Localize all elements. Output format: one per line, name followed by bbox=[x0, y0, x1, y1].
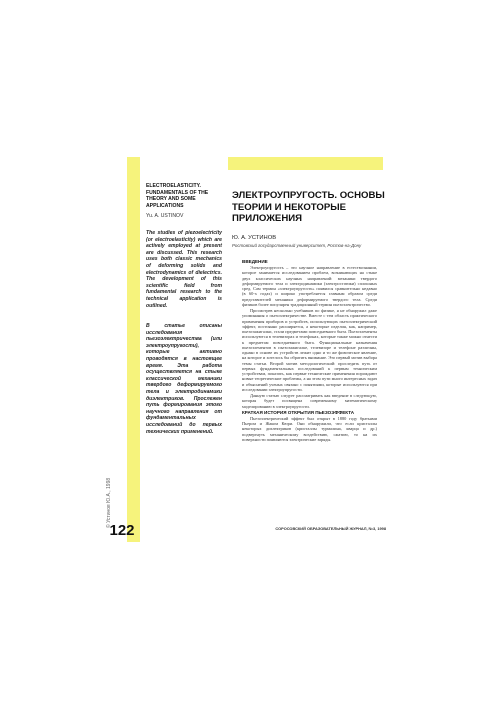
english-author: Yu. A. USTINOV bbox=[146, 213, 184, 220]
journal-footer: СОРОСОВСКИЙ ОБРАЗОВАТЕЛЬНЫЙ ЖУРНАЛ, №3, 1998 bbox=[275, 526, 386, 531]
article-title: ЭЛЕКТРОУПРУГОСТЬ. ОСНОВЫ ТЕОРИИ И НЕКОТОРЫЕ ПРИЛОЖЕНИЯ bbox=[232, 190, 385, 224]
section-heading-history: КРАТКАЯ ИСТОРИЯ ОТКРЫТИЯ ПЬЕЗОЭФФЕКТА bbox=[242, 409, 355, 415]
yellow-horizontal-bar bbox=[228, 157, 383, 170]
paragraph: Просмотрев несколько учебников по физике, я не обнаружил даже упоминания о пьезоэлектричестве. Вместе с тем область практического применения приборов и устройств, использующих пьезоэлектрический эффект, постоянно расширяется, а некоторые изделия, как, например, пьезозажигалки, стали предметами повседневного быта. Пьезоэлементы используются в телевизорах и телефонах, которые также можно отнести к предметам повседневного быта. Функциональные назначения пьезоэлементов в пьезозажигалке, телевизоре и телефоне различны, однако в основе их устройств лежит одно и то же физическое явление, на которое и хотелось бы обратить внимание. Это первый мотив выбора темы статьи. Второй мотив методологический: проследить путь от первых фундаментальных исследований к первым техническим устройствам, показать, как первые технические применения порождают новые теоретические проблемы, а на этом пути много интересных задач и объяснений ученых связано с понятиями, которые используются при исследовании электроупругости. bbox=[242, 308, 377, 392]
page-number: 122 bbox=[109, 521, 135, 539]
russian-abstract: В статье описаны исследования пьезоэлектричества (или электроупругости), которые активно проводятся в настоящее время. Эта работа осуществляется на стыке классической механики твердого деформируемого тела и электродинамики диэлектриков. Прослежен путь формирования этого научного направления от фундаментальных исследований до первых технических применений. bbox=[146, 323, 222, 435]
yellow-vertical-bar bbox=[127, 157, 140, 542]
left-column bbox=[146, 183, 222, 435]
article-body bbox=[242, 259, 377, 443]
paragraph: Данную статью следует рассматривать как введение в следующую, которая будет посвящена современному математическому моделированию в электроупругости. bbox=[242, 393, 377, 409]
paragraph: Электроупругость – это научное направление в естествознании, которое занимается исследованием проблем, возникающих на стыке двух классических научных направлений: механики твердого деформируемого тела и электродинамики (электростатики) сплошных сред. Сам термин «электроупругость» появился сравнительно недавно (в 60-х годах) и широко употребляется главным образом среди представителей механики деформируемого твердого тела. Среди физиков более популярен традиционный термин пьезоэлектричество. bbox=[242, 265, 377, 307]
english-abstract: The studies of piezoelectricity (or electroelasticity) which are actively employed at present are discussed. This research uses both classic mechanics of deforming solids and electrodynamics of dielectrics. The development of this scientific field from fundamental research to the technical application is outlined. bbox=[146, 229, 222, 309]
author-affiliation: Ростовский государственный университет, Ростов-на-Дону bbox=[232, 242, 362, 248]
article-author: Ю. А. УСТИНОВ bbox=[232, 234, 277, 241]
paragraph: Пьезоэлектрический эффект был открыт в 1880 году братьями Пьером и Жаком Кюри. Они обнаружили, что если кристаллы некоторых диэлектриков (кристаллы турмалина, кварца и др.) подвергнуть механическому воздействию, сжатию, то на их поверхности появляются электрические заряды. bbox=[242, 415, 377, 442]
section-heading-introduction: ВВЕДЕНИЕ bbox=[242, 259, 268, 264]
english-title: ELECTROELASTICITY. FUNDAMENTALS OF THE THEORY AND SOME APPLICATIONS bbox=[146, 183, 209, 209]
article-header bbox=[232, 190, 387, 248]
copyright-note: © Устинов Ю.А., 1998 bbox=[106, 477, 112, 528]
